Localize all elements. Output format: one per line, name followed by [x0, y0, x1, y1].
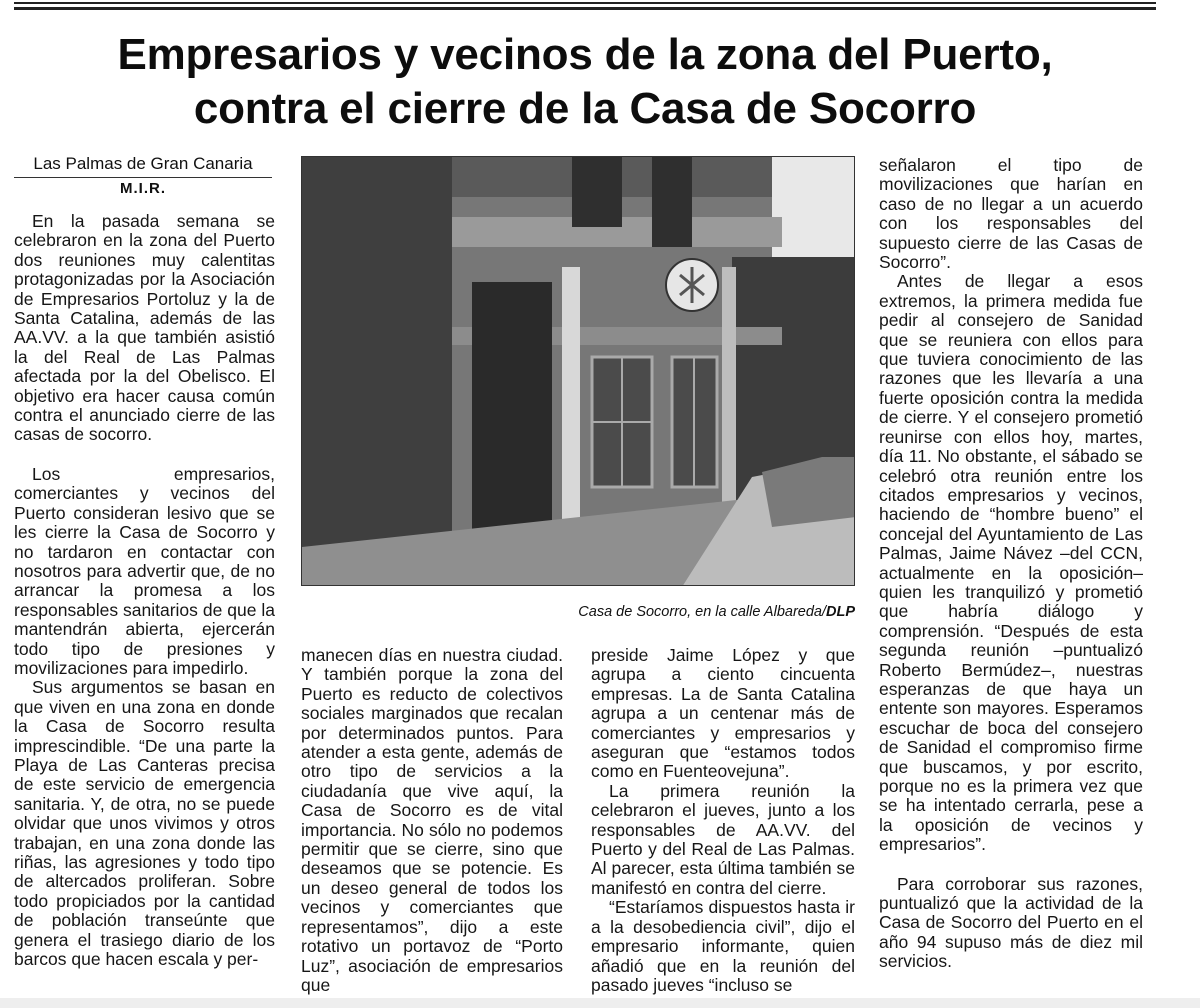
col3-paragraph-2: La primera reunión la celebraron el jueves, junto a los responsables de AA.VV. del Puerto y del Real de Las Palmas. Al parecer, esta última también se manifestó en contra del cierre.	[591, 780, 855, 898]
top-rule	[14, 2, 1156, 10]
caption-text: Casa de Socorro, en la calle Albareda/	[578, 604, 826, 620]
col4-paragraph-3: Para corroborar sus razones, puntualizó que la actividad de la Casa de Socorro del Puerto en el año 94 supuso más de diez mil servicios.	[879, 873, 1143, 972]
byline: M.I.R.	[120, 180, 166, 197]
col1-paragraph-2: Los empresarios, comerciantes y vecinos del Puerto consideran lesivo que se les cierre la Casa de Socorro y no tardaron en contactar con nosotros para advertir que, de no arrancar la promesa a los responsables sanitarios de que la mantendrán abierta, ejercerán todo tipo de presiones y movilizaciones para impedirlo.	[14, 463, 275, 678]
col4-paragraph-2: Antes de llegar a esos extremos, la primera medida fue pedir al consejero de Sanidad que se reuniera con ellos para que tuviera conocimiento de las razones que les llevaría a una fuerte oposición contra la medida de cierre. Y el consejero prometió reunirse con ellos hoy, martes, día 11. No obstante, el sábado se celebró otra reunión entre los citados empresarios y vecinos, haciendo de “hombre bueno” el concejal del Ayuntamiento de Las Palmas, Jaime Návez –del CCN, actualmente en la oposición– quien les tranquilizó y prometió que habría diálogo y comprensión. “Después de esta segunda reunión –puntualizó Roberto Bermúdez–, nuestras esperanzas de que haya un entente son mayores. Esperamos escuchar de boca del consejero de Sanidad el compromiso firme que buscamos, y por escrito, porque no es la primera vez que se ha intentado cerrarla, pese a la oposición de vecinos y empresarios”.	[879, 271, 1143, 855]
headline-line-2: contra el cierre de la Casa de Socorro	[193, 84, 977, 133]
scan-bottom-edge	[0, 998, 1200, 1008]
col4-paragraph-1: señalaron el tipo de movilizaciones que harían en caso de no llegar a un acuerdo con los responsables del supuesto cierre de las Casas de Socorro”.	[879, 155, 1143, 273]
col1-paragraph-1: En la pasada semana se celebraron en la zona del Puerto dos reuniones muy calentitas protagonizadas por la Asociación de Empresarios Portoluz y la de Santa Catalina, además de las AA.VV. a la que también asistió la del Real de Las Palmas afectada por la del Obelisco. El objetivo era hacer causa común contra el anunciado cierre de las casas de socorro.	[14, 211, 275, 445]
col3-paragraph-1: preside Jaime López y que agrupa a ciento cincuenta empresas. La de Santa Catalina agrupa a un centenar más de comerciantes y empresarios y aseguran que “estamos todos como en Fuenteovejuna”.	[591, 645, 855, 782]
column-2	[301, 646, 563, 995]
column-1	[14, 212, 275, 969]
col3-paragraph-3: “Estaríamos dispuestos hasta ir a la desobediencia civil”, dijo el empresario informante, quien añadió que en la reunión del pasado jueves “incluso se	[591, 897, 855, 995]
col1-paragraph-3: Sus argumentos se basan en que viven en una zona en donde la Casa de Socorro resulta imprescindible. “De una parte la Playa de Las Canteras precisa de este servicio de emergencia sanitaria. Y, de otra, no se puede olvidar que unos vivimos y otros trabajan, en una zona donde las riñas, las agresiones y todo tipo de altercados proliferan. Sobre todo propiciados por la cantidad de población transeúnte que genera el trasiego diario de los barcos que hacen escala y per-	[14, 677, 275, 970]
column-4	[879, 156, 1143, 972]
column-3	[591, 646, 855, 995]
photo-building-facade	[302, 157, 855, 586]
photo-caption	[301, 603, 855, 621]
headline-line-1: Empresarios y vecinos de la zona del Puerto,	[117, 30, 1053, 79]
col2-paragraph-1: manecen días en nuestra ciudad. Y también porque la zona del Puerto es reducto de colectivos sociales marginados que recalan por determinados puntos. Para atender a esta gente, además de otro tipo de servicios a la ciudadanía que vive aquí, la Casa de Socorro es de vital importancia. No sólo no podemos permitir que se cierre, sino que deseamos que se potencie. Es un deseo general de todos los vecinos y comerciantes que representamos”, dijo a este rotativo un portavoz de “Porto Luz”, asociación de empresarios que	[301, 645, 563, 995]
article-headline	[14, 28, 1156, 136]
article-photo	[301, 156, 855, 586]
caption-credit: DLP	[826, 604, 855, 620]
dateline: Las Palmas de Gran Canaria	[14, 154, 272, 178]
